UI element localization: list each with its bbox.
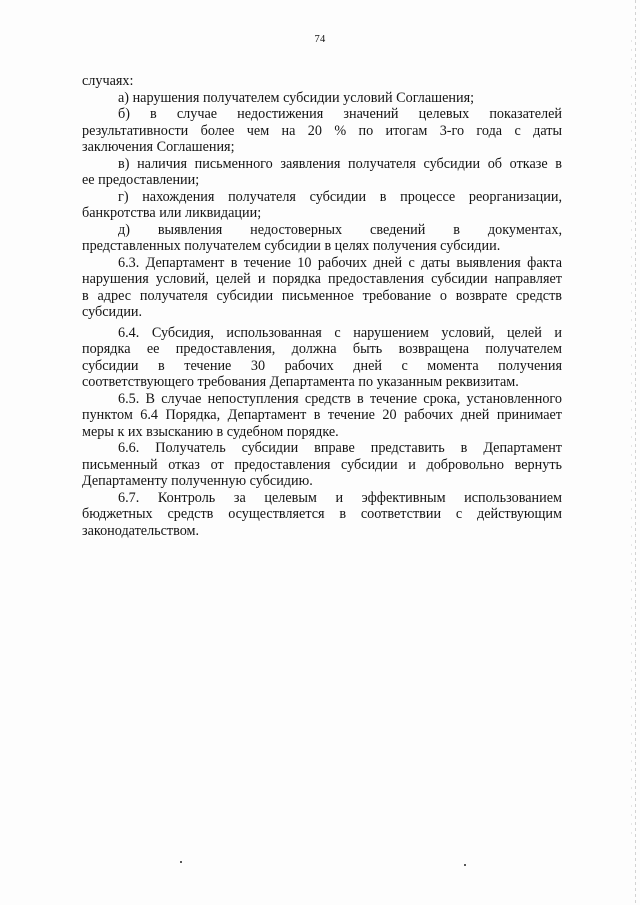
- clause-6-4-line2: порядка ее предоставления, должна быть возвращена получателем: [82, 341, 562, 357]
- list-item-b-line3: заключения Соглашения;: [82, 139, 235, 155]
- clause-6-4-line4: соответствующего требования Департамента по указанным реквизитам.: [82, 374, 519, 390]
- clause-6-6-line2: письменный отказ от предоставления субсидии и добровольно вернуть: [82, 456, 562, 473]
- clause-6-3-line3: в адрес получателя субсидии письменное требование о возврате средств: [82, 287, 562, 304]
- list-item-v-line1: в) наличия письменного заявления получателя субсидии об отказе в: [118, 155, 562, 172]
- list-item-g-line2: банкротства или ликвидации;: [82, 205, 262, 221]
- clause-6-7-line1: 6.7. Контроль за целевым и эффективным использованием: [118, 489, 562, 506]
- clause-6-7-line2: бюджетных средств осуществляется в соответствии с действующим: [82, 506, 562, 522]
- text-line: случаях:: [82, 73, 134, 89]
- scan-edge-artifact-inner: [631, 40, 632, 840]
- document-body: [82, 73, 562, 539]
- list-item-d-line1: д) выявления недостоверных сведений в документах,: [118, 221, 562, 238]
- list-item-a: а) нарушения получателем субсидии условий Соглашения;: [118, 89, 475, 106]
- list-item-d-line2: представленных получателем субсидии в целях получения субсидии.: [82, 238, 501, 254]
- scan-speck: [180, 861, 182, 863]
- clause-6-3-line2: нарушения условий, целей и порядка предоставления субсидии направляет: [82, 271, 562, 287]
- scan-edge-artifact: [635, 0, 636, 905]
- clause-6-6-line1: 6.6. Получатель субсидии вправе представить в Департамент: [118, 440, 562, 456]
- clause-6-5-line2: пунктом 6.4 Порядка, Департамент в течение 20 рабочих дней принимает: [82, 407, 562, 423]
- list-item-b-line1: б) в случае недостижения значений целевых показателей: [118, 106, 562, 122]
- clause-6-7-line3: законодательством.: [82, 522, 200, 539]
- list-item-b-line2: результативности более чем на 20 % по итогам 3-го года с даты: [82, 122, 562, 139]
- clause-6-4-line1: 6.4. Субсидия, использованная с нарушением условий, целей и: [118, 324, 562, 341]
- clause-6-3-line1: 6.3. Департамент в течение 10 рабочих дней с даты выявления факта: [118, 254, 562, 271]
- clause-6-6-line3: Департаменту полученную субсидию.: [82, 473, 313, 489]
- clause-6-3-line4: субсидии.: [82, 304, 143, 320]
- scan-speck: [464, 864, 466, 866]
- list-item-v-line2: ее предоставлении;: [82, 172, 200, 188]
- clause-6-4-line3: субсидии в течение 30 рабочих дней с момента получения: [82, 357, 562, 374]
- page-number: 74: [314, 34, 326, 45]
- clause-6-5-line1: 6.5. В случае непоступления средств в течение срока, установленного: [118, 390, 562, 407]
- clause-6-5-line3: меры к их взысканию в судебном порядке.: [82, 423, 339, 440]
- list-item-g-line1: г) нахождения получателя субсидии в процессе реорганизации,: [118, 188, 562, 205]
